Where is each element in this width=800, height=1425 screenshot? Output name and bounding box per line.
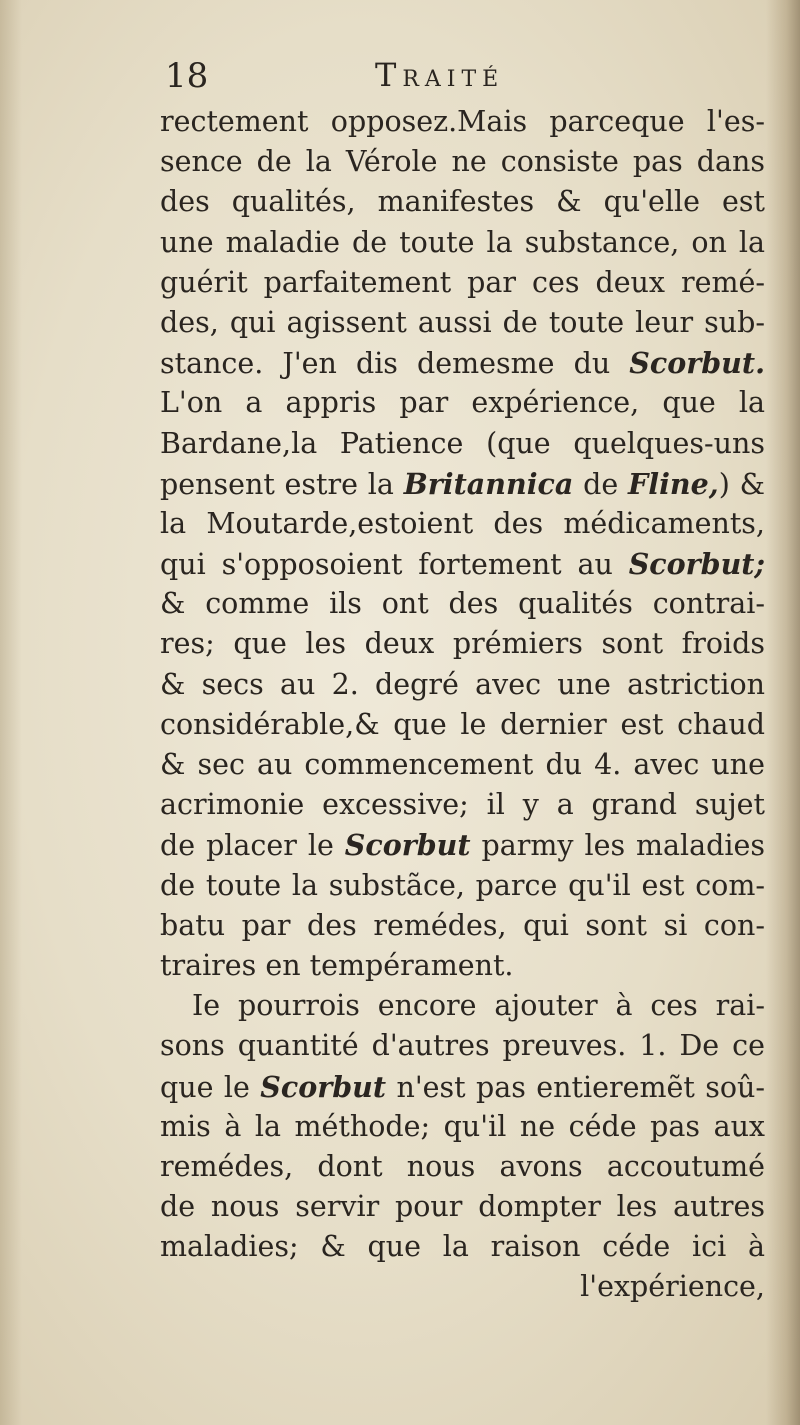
catchword: l'expérience, [580, 1270, 765, 1304]
text-run: remédes, dont nous avons accoutumé [160, 1149, 765, 1183]
text-run: traires en tempérament. [160, 948, 514, 982]
text-run: res; que les deux prémiers sont froids [160, 627, 765, 661]
text-run: une maladie de toute la substance, on la [160, 225, 765, 259]
text-line [160, 383, 765, 423]
text-run: considérable,& que le dernier est chaud [160, 707, 765, 741]
text-line [160, 1026, 765, 1066]
text-line [160, 263, 765, 303]
text-line [160, 1187, 765, 1227]
text-run: acrimonie excessive; il y a grand sujet [160, 788, 765, 822]
italic-term: Britannica [403, 466, 574, 501]
text-run: ) & [718, 467, 765, 501]
text-line [160, 946, 765, 986]
text-line [160, 1067, 765, 1107]
text-run: que le [160, 1070, 261, 1104]
text-run: n'est pas entieremẽt soû- [386, 1070, 765, 1104]
page-header [165, 52, 765, 102]
page-gutter-shadow [0, 0, 22, 1425]
text-run: des, qui agissent aussi de toute leur sub- [160, 305, 765, 339]
text-line [160, 544, 765, 584]
text-run: de nous servir pour dompter les autres [160, 1190, 765, 1224]
italic-term: Scorbut [260, 1069, 387, 1104]
text-run: la Moutarde,estoient des médicaments, [160, 506, 765, 540]
text-run: & comme ils ont des qualités contrai- [160, 587, 765, 621]
text-run: sence de la Vérole ne consiste pas dans [160, 145, 765, 179]
running-head: Traité [375, 56, 505, 94]
text-run: guérit parfaitement par ces deux remé- [160, 265, 765, 299]
text-line [160, 906, 765, 946]
text-line [160, 504, 765, 544]
text-line [160, 866, 765, 906]
text-run: & secs au 2. degré avec une astriction [160, 667, 765, 701]
body-text [160, 102, 765, 1308]
italic-term: Scorbut; [628, 547, 765, 582]
text-line [160, 1107, 765, 1147]
text-line [160, 624, 765, 664]
text-line [160, 464, 765, 504]
text-run: qui s'opposoient fortement au [160, 548, 629, 582]
text-line [160, 745, 765, 785]
text-run: & sec au commencement du 4. avec une [160, 748, 765, 781]
text-line [160, 142, 765, 182]
text-line [160, 986, 765, 1026]
italic-term: Fline, [628, 466, 719, 501]
italic-term: Scorbut. [629, 346, 765, 381]
text-run: Bardane,la Patience (que quelques-uns [160, 426, 765, 460]
text-line [160, 303, 765, 343]
text-line [160, 665, 765, 705]
text-line [160, 424, 765, 464]
text-run: de placer le [160, 829, 345, 863]
text-line [160, 343, 765, 383]
text-run: mis à la méthode; qu'il ne céde pas aux [160, 1109, 765, 1143]
text-run: Ie pourrois encore ajouter à ces rai- [192, 989, 765, 1023]
text-line [160, 1227, 765, 1267]
text-run: maladies; & que la raison céde ici à [160, 1230, 765, 1264]
text-run: stance. J'en dis demesme du [160, 347, 630, 381]
text-run: L'on a appris par expérience, que la [160, 386, 765, 420]
text-line [160, 705, 765, 745]
text-run: sons quantité d'autres preuves. 1. De ce [160, 1029, 765, 1063]
text-run: de toute la substãce, parce qu'il est com- [160, 868, 765, 902]
text-run: des qualités, manifestes & qu'elle est [160, 185, 765, 219]
page-number: 18 [165, 56, 209, 96]
text-line [160, 102, 765, 142]
text-run: batu par des remédes, qui sont si con- [160, 908, 765, 942]
text-run: pensent estre la [160, 467, 404, 501]
text-run: de [573, 467, 629, 501]
text-line [160, 785, 765, 825]
text-line [160, 584, 765, 624]
text-run: rectement opposez.Mais parceque l'es- [160, 105, 765, 138]
text-line [160, 182, 765, 222]
text-run: parmy les maladies [470, 829, 766, 863]
italic-term: Scorbut [344, 828, 471, 863]
page-edge-shadow [766, 0, 800, 1425]
text-line [160, 825, 765, 865]
text-line [160, 1147, 765, 1187]
text-line [160, 223, 765, 263]
